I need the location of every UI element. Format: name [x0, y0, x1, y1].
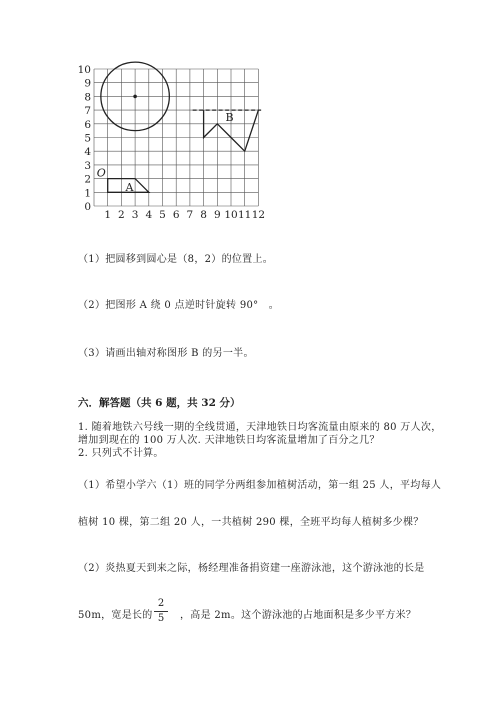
origin-label: O — [96, 166, 106, 180]
task-3: （3）请画出轴对称图形 B 的另一半。 — [78, 348, 254, 359]
x-tick-label: 4 — [145, 209, 153, 220]
question-1-line1: 1. 随着地铁六号线一期的全线贯通，天津地铁日均客流量由原来的 80 万人次， — [78, 422, 442, 433]
y-tick-label: 8 — [84, 91, 91, 104]
sub-question-2-line1: （2）炎热夏天到来之际，杨经理准备捐资建一座游泳池，这个游泳池的长是 — [78, 563, 425, 574]
x-tick-label: 11 — [238, 209, 252, 220]
grid-figure — [70, 60, 280, 220]
x-tick-label: 6 — [172, 209, 180, 220]
y-tick-label: 6 — [84, 118, 91, 131]
y-tick-label: 9 — [84, 77, 91, 90]
task-2: （2）把图形 A 绕 0 点逆时针旋转 90° 。 — [78, 300, 280, 311]
sub-question-1-line2: 植树 10 棵，第二组 20 人，一共植树 290 棵，全班平均每人植树多少棵？ — [78, 517, 424, 528]
y-tick-label: 5 — [84, 132, 91, 145]
x-tick-label: 9 — [213, 209, 221, 220]
y-tick-label: 10 — [77, 64, 91, 76]
shape-b-label: B — [225, 111, 234, 125]
grid-lines — [94, 69, 258, 206]
y-tick-label: 7 — [84, 105, 91, 118]
y-tick-label: 4 — [84, 146, 91, 159]
x-tick-label: 7 — [186, 209, 194, 220]
y-tick-label: 0 — [84, 201, 91, 213]
x-tick-label: 3 — [131, 209, 139, 220]
x-tick-label: 12 — [251, 209, 266, 220]
y-axis-labels — [78, 64, 92, 213]
x-tick-label: 1 — [104, 209, 112, 220]
shape-a-label: A — [125, 180, 134, 194]
y-tick-label: 1 — [84, 187, 91, 200]
y-tick-label: 2 — [84, 173, 91, 186]
x-tick-label: 5 — [159, 209, 166, 220]
question-1-line2: 增加到现在的 100 万人次. 天津地铁日均客流量增加了百分之几？ — [78, 435, 380, 446]
fraction-two-fifths — [154, 598, 168, 625]
question-2: 2. 只列式不计算。 — [78, 448, 164, 459]
x-tick-label: 2 — [118, 209, 125, 220]
task-1: （1）把圆移到圆心是（8，2）的位置上。 — [78, 254, 274, 265]
fraction-numerator: 2 — [157, 598, 165, 609]
x-tick-label: 8 — [200, 209, 207, 220]
sub-question-1-line1: （1）希望小学六（1）班的同学分两组参加植树活动，第一组 25 人，平均每人 — [78, 480, 442, 491]
section-6-heading: 六．解答题（共 6 题，共 32 分） — [78, 397, 241, 409]
x-tick-label: 10 — [224, 209, 238, 220]
y-tick-label: 3 — [84, 159, 91, 172]
circle-center-dot — [133, 95, 137, 99]
fraction-bar — [154, 611, 168, 612]
sub-question-2-pre: 50m，宽是长的 — [78, 610, 153, 621]
sub-question-2-post: ，高是 2m。这个游泳池的占地面积是多少平方米？ — [180, 610, 417, 621]
x-axis-labels — [104, 209, 265, 220]
fraction-denominator: 5 — [157, 613, 165, 624]
